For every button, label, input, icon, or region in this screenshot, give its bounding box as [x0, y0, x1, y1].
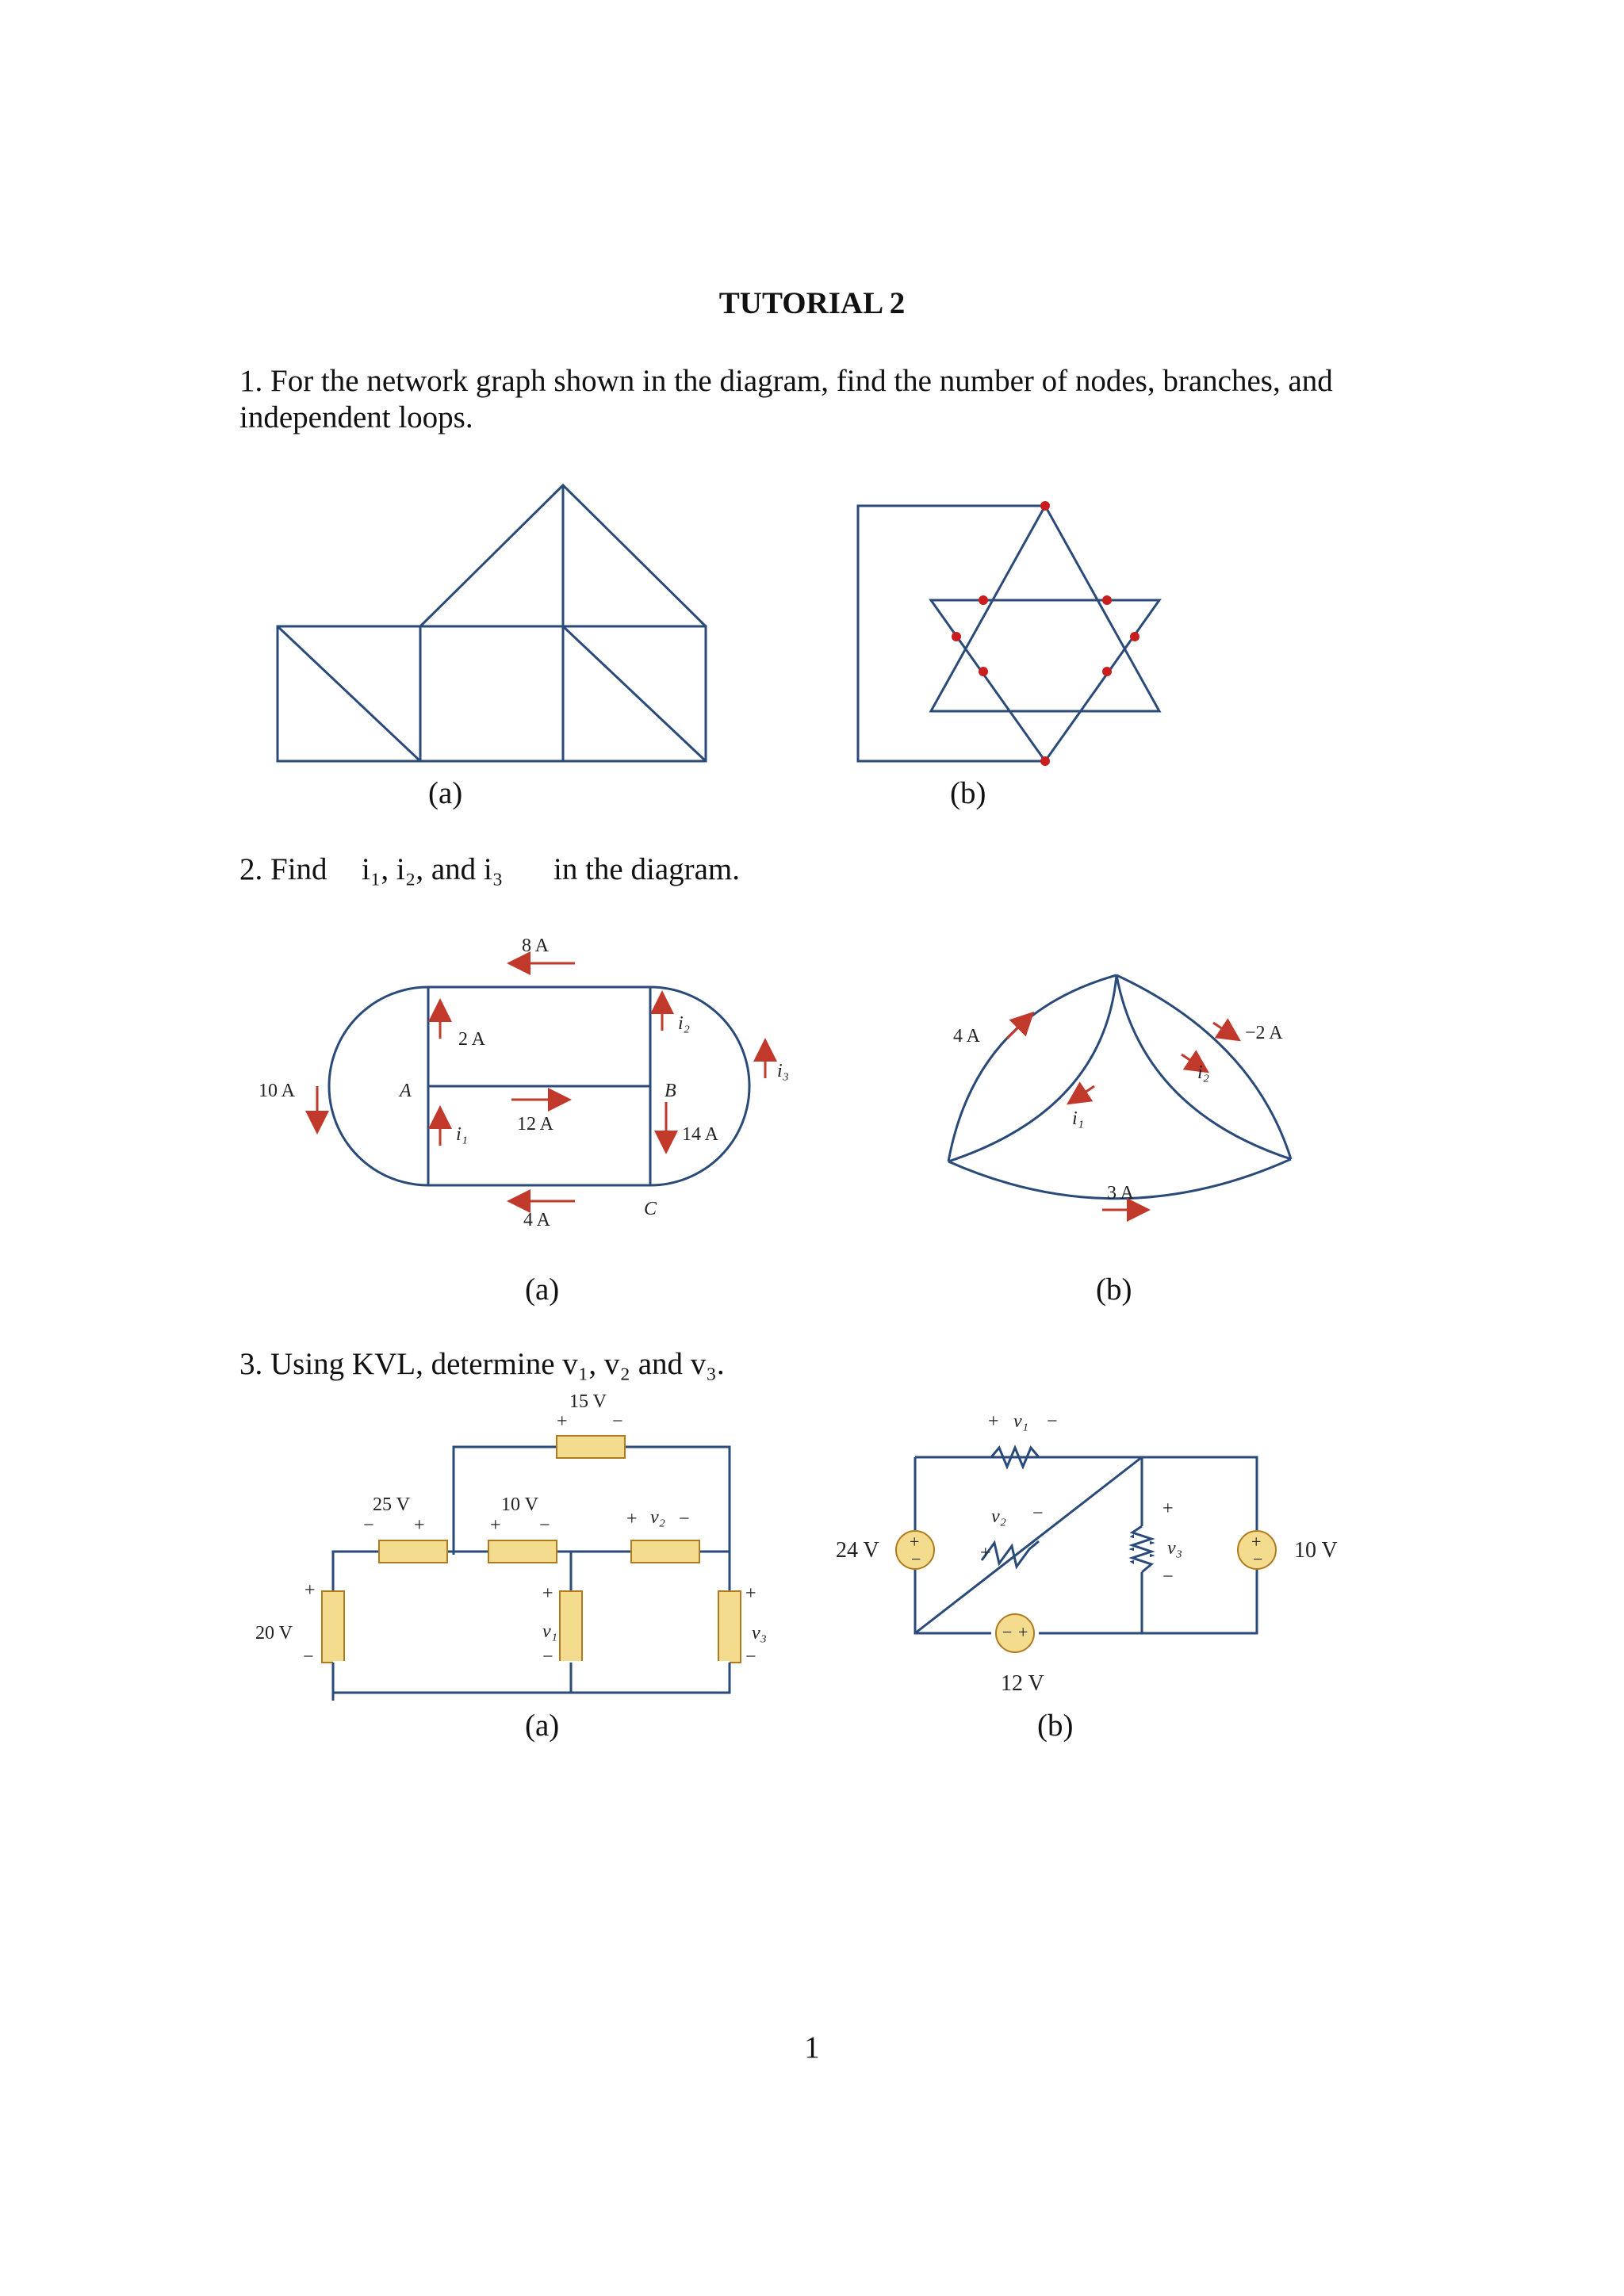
svg-text:−: −: [745, 1647, 756, 1667]
svg-text:−: −: [1002, 1622, 1013, 1642]
caption-1b: (b): [950, 776, 986, 810]
caption-2a: (a): [525, 1272, 560, 1307]
question-1-line-2: independent loops.: [239, 400, 473, 434]
page-number: 1: [804, 2030, 820, 2064]
question-2-vars: i₁, i₂, and i₃: [362, 852, 504, 886]
label-i3: i₃: [777, 1061, 790, 1081]
svg-text:−: −: [1032, 1503, 1044, 1524]
svg-text:−: −: [679, 1509, 690, 1529]
question-2-prefix: 2. Find: [239, 852, 327, 886]
svg-text:+: +: [745, 1583, 756, 1604]
svg-text:+: +: [1018, 1622, 1028, 1642]
svg-text:+: +: [988, 1411, 999, 1432]
circuit-2b: [936, 951, 1316, 1253]
label-i2: i₂: [678, 1013, 691, 1034]
circuit-2a: [238, 928, 809, 1253]
svg-text:−: −: [303, 1647, 314, 1667]
caption-3a: (a): [525, 1709, 560, 1743]
label-14a: 14 A: [682, 1124, 719, 1145]
label-v1: v₁: [542, 1621, 557, 1642]
caption-2b: (b): [1096, 1272, 1132, 1307]
svg-text:+: +: [304, 1580, 316, 1601]
network-graph-a: [262, 476, 737, 777]
svg-text:−: −: [612, 1411, 623, 1432]
label-v2: v₂: [991, 1506, 1006, 1527]
label-v3: v₃: [752, 1623, 767, 1644]
svg-text:−: −: [1047, 1411, 1058, 1432]
question-2-suffix: in the diagram.: [553, 852, 741, 886]
svg-text:+: +: [910, 1532, 920, 1552]
node-c-label: C: [644, 1199, 657, 1219]
label-12v: 12 V: [1001, 1671, 1044, 1696]
label-v2: v₂: [650, 1507, 665, 1528]
caption-3b: (b): [1037, 1709, 1074, 1743]
label-10a: 10 A: [259, 1081, 296, 1101]
label-v3: v₃: [1167, 1538, 1182, 1559]
svg-text:−: −: [1253, 1549, 1263, 1569]
label-25v: 25 V: [373, 1494, 410, 1515]
label-2a: 2 A: [458, 1029, 486, 1050]
page-title: TUTORIAL 2: [718, 286, 906, 320]
label-4a: 4 A: [523, 1210, 551, 1230]
label-i2: i₂: [1197, 1062, 1210, 1083]
label-3a: 3 A: [1107, 1183, 1135, 1203]
svg-text:−: −: [363, 1515, 374, 1536]
svg-text:+: +: [542, 1583, 553, 1604]
circuit-3a: [238, 1383, 809, 1701]
svg-text:+: +: [980, 1543, 991, 1563]
label-8a: 8 A: [522, 936, 550, 956]
question-1-line-1: 1. For the network graph shown in the diagram, find the number of nodes, branches, and: [239, 364, 1333, 398]
label-20v: 20 V: [255, 1623, 293, 1644]
svg-text:−: −: [911, 1549, 921, 1569]
svg-text:+: +: [1162, 1498, 1174, 1519]
label-v1: v₁: [1013, 1411, 1028, 1432]
circuit-3b: [809, 1395, 1364, 1705]
node-a-label: A: [400, 1081, 412, 1101]
label-4a: 4 A: [953, 1026, 981, 1047]
label-10v: 10 V: [1294, 1538, 1338, 1563]
svg-text:−: −: [1162, 1567, 1174, 1587]
label-i1: i₁: [1072, 1108, 1085, 1129]
node-b-label: B: [665, 1081, 676, 1101]
caption-1a: (a): [428, 776, 463, 810]
svg-text:+: +: [490, 1515, 501, 1536]
network-graph-b: [848, 492, 1182, 777]
label-minus-2a: −2 A: [1245, 1023, 1283, 1043]
svg-text:+: +: [557, 1411, 568, 1432]
svg-text:−: −: [539, 1515, 550, 1536]
label-24v: 24 V: [836, 1538, 879, 1563]
svg-text:+: +: [1251, 1532, 1262, 1552]
label-i1: i₁: [456, 1124, 469, 1145]
label-12a: 12 A: [517, 1114, 554, 1135]
svg-text:+: +: [414, 1515, 425, 1536]
question-3: 3. Using KVL, determine v₁, v₂ and v₃.: [239, 1347, 725, 1381]
svg-text:+: +: [626, 1509, 638, 1529]
svg-text:−: −: [542, 1647, 553, 1667]
label-10v: 10 V: [501, 1494, 538, 1515]
label-15v: 15 V: [569, 1391, 607, 1412]
